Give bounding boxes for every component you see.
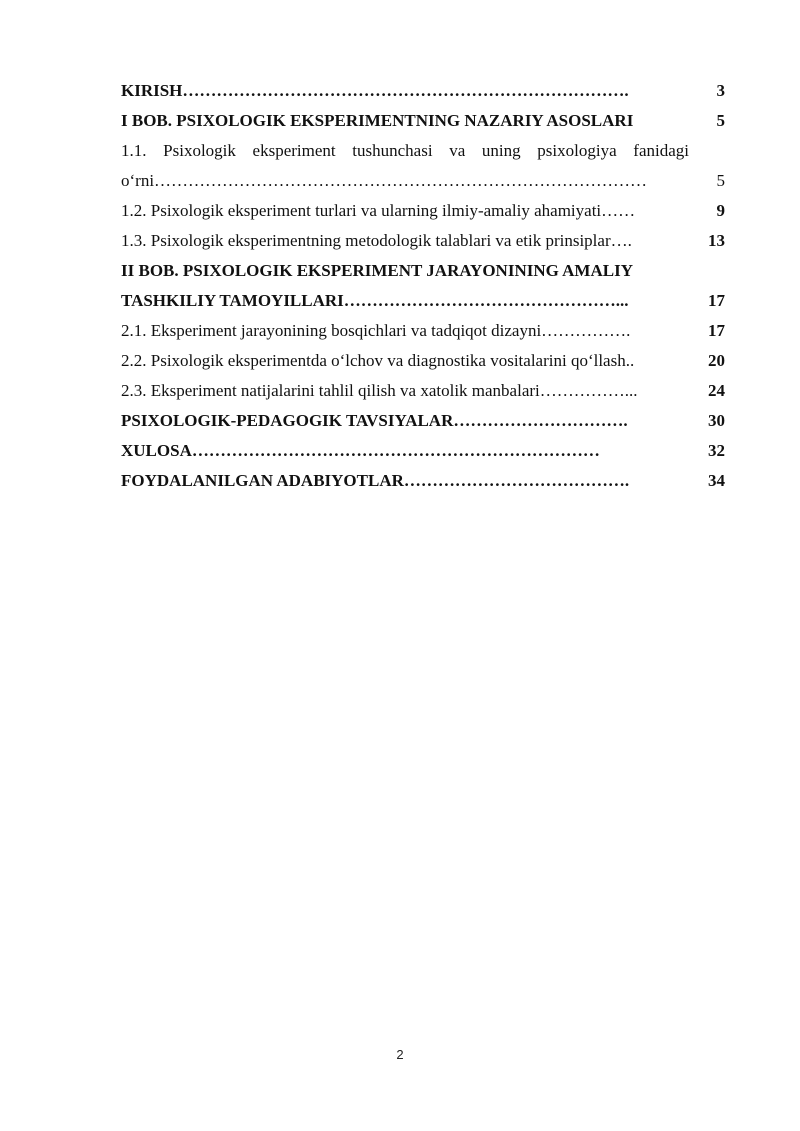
toc-entry-page: 17 [708,291,725,310]
toc-entry-chapter-2 [121,256,725,316]
toc-entry-section-2-1 [121,316,725,346]
toc-entry-title-line: 1.1. Psixologik eksperiment tushunchasi va uning psixologiya fanidagi [121,141,689,160]
toc-entry-title: I BOB. PSIXOLOGIK EKSPERIMENTNING NAZARIY ASOSLARI [121,111,634,130]
table-of-contents [121,76,725,496]
toc-entry-title: PSIXOLOGIK-PEDAGOGIK TAVSIYALAR…………………………. [121,411,628,430]
toc-entry-title: FOYDALANILGAN ADABIYOTLAR…………………………………. [121,471,630,490]
toc-entry-title: 1.3. Psixologik eksperimentning metodologik talablari va etik prinsiplar…. [121,231,632,250]
toc-entry-references [121,466,725,496]
toc-entry-page: 30 [708,411,725,430]
toc-entry-section-2-2 [121,346,725,376]
toc-entry-title: XULOSA……………………………………………………………… [121,441,600,460]
toc-entry-title: 1.2. Psixologik eksperiment turlari va ularning ilmiy-amaliy ahamiyati…… [121,201,636,220]
toc-entry-page: 5 [716,171,725,190]
toc-entry-page: 3 [716,81,725,100]
toc-entry-section-1-1 [121,136,725,196]
toc-entry-section-2-3 [121,376,725,406]
toc-entry-title: KIRISH……………………………………………………………………. [121,81,629,100]
toc-entry-page: 9 [716,201,725,220]
toc-entry-page: 17 [708,321,725,340]
toc-entry-title: 2.1. Eksperiment jarayonining bosqichlari va tadqiqot dizayni……………. [121,321,631,340]
toc-entry-title-line: TASHKILIY TAMOYILLARI…………………………………………... [121,291,629,310]
toc-entry-page: 34 [708,471,725,490]
toc-entry-title-line: o‘rni…………………………………………………………………………… [121,171,648,190]
toc-entry-conclusion [121,436,725,466]
toc-entry-title: 2.3. Eksperiment natijalarini tahlil qilish va xatolik manbalari……………... [121,381,638,400]
toc-entry-page: 13 [708,231,725,250]
toc-entry-page: 32 [708,441,725,460]
page-number: 2 [396,1047,404,1062]
toc-entry-title: 2.2. Psixologik eksperimentda o‘lchov va diagnostika vositalarini qo‘llash.. [121,351,635,370]
toc-entry-section-1-2 [121,196,725,226]
toc-entry-recommendations [121,406,725,436]
toc-entry-chapter-1 [121,106,725,136]
toc-entry-page: 24 [708,381,725,400]
toc-entry-page: 20 [708,351,725,370]
toc-entry-title-line: II BOB. PSIXOLOGIK EKSPERIMENT JARAYONINING AMALIY [121,261,633,280]
toc-entry-section-1-3 [121,226,725,256]
toc-entry-title [121,256,689,316]
toc-entry-kirish [121,76,725,106]
toc-entry-title [121,136,689,196]
toc-entry-page: 5 [716,111,725,130]
